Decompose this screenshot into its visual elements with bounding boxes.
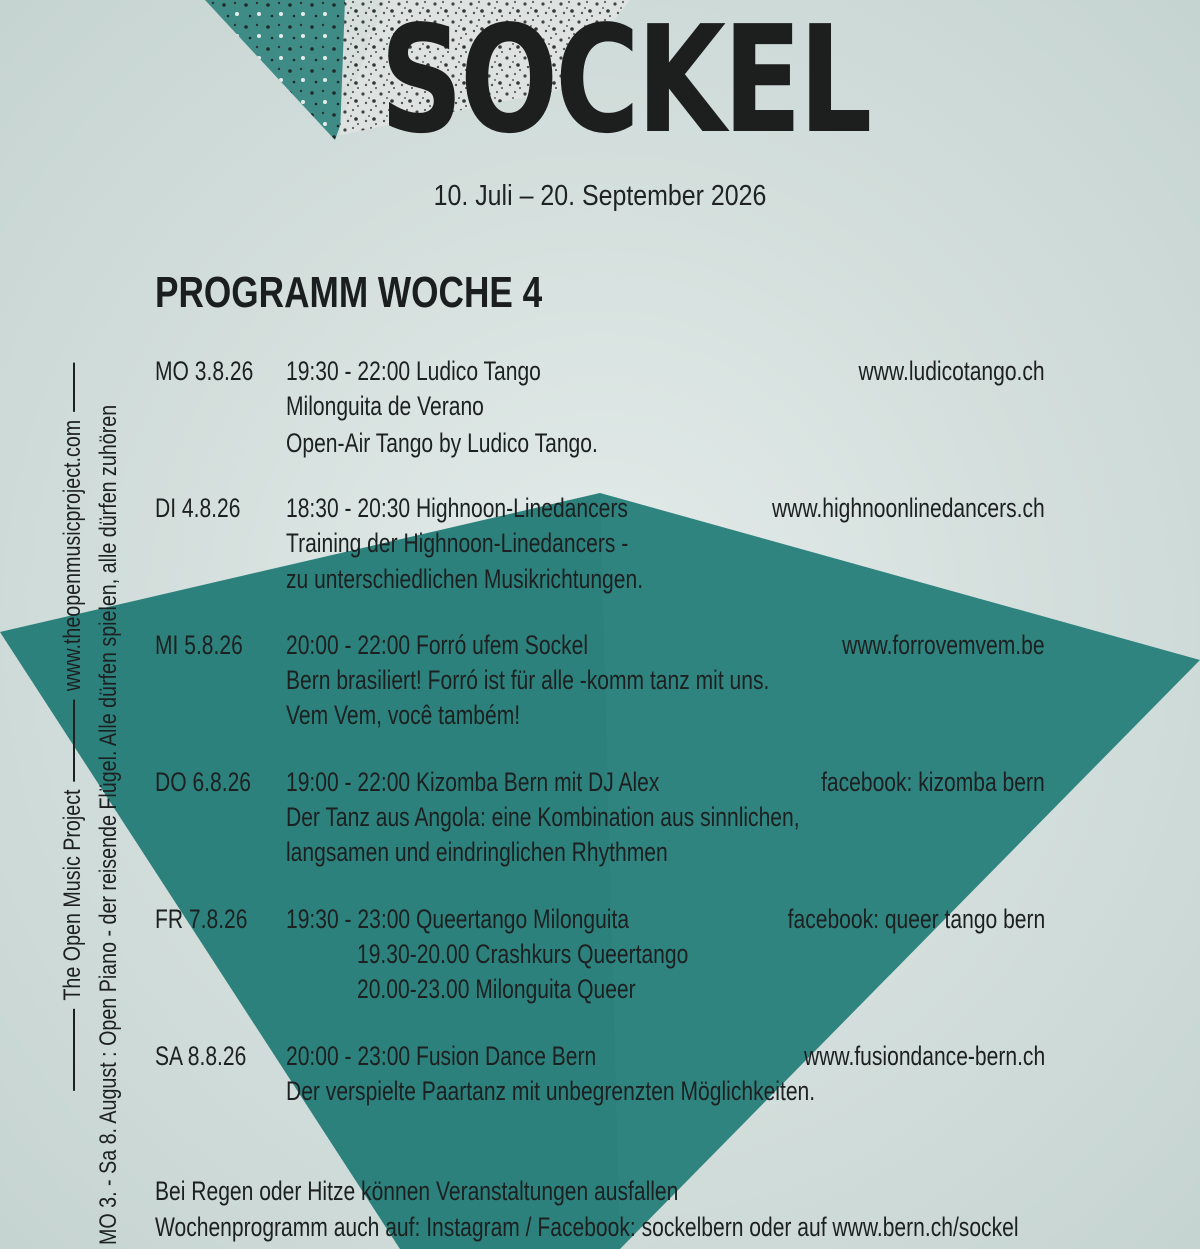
divider [73, 362, 75, 411]
event-description: Open-Air Tango by Ludico Tango. [286, 428, 598, 458]
event-subline: 20.00-23.00 Milonguita Queer [357, 974, 636, 1004]
event-description: Der verspielte Paartanz mit unbegrenzten Möglichkeiten. [286, 1076, 816, 1106]
poster-title: SOCKEL [380, 0, 870, 166]
event-link: www.ludicotango.ch [858, 356, 1045, 386]
event-time-title: 20:00 - 23:00 Fusion Dance Bern [286, 1041, 597, 1071]
event-time-title: 19:00 - 22:00 Kizomba Bern mit DJ Alex [286, 767, 660, 797]
event-link: facebook: queer tango bern [787, 904, 1045, 934]
project-site: www.theopenmusicproject.com [59, 419, 86, 692]
divider [73, 1009, 75, 1091]
sidebar-line-project [58, 354, 88, 1099]
event-dates: 10. Juli – 20. September 2026 [433, 180, 767, 212]
footer-note: Bei Regen oder Hitze können Veranstaltungen ausfallen [155, 1176, 679, 1206]
event-description: Milonguita de Verano [286, 391, 484, 421]
event-day: DI 4.8.26 [155, 493, 241, 523]
program-heading: PROGRAMM WOCHE 4 [155, 268, 543, 317]
event-time-title: 19:30 - 23:00 Queertango Milonguita [286, 904, 630, 934]
event-link: www.highnoonlinedancers.ch [772, 493, 1045, 523]
event-link: www.fusiondance-bern.ch [803, 1041, 1045, 1071]
event-day: MI 5.8.26 [155, 630, 243, 660]
event-description: Der Tanz aus Angola: eine Kombination aus sinnlichen, [286, 802, 800, 832]
sidebar-line-info: MO 3. - Sa 8. August : Open Piano - der reisende Flügel. Alle dürfen spielen, alle dürfen zuhören [95, 404, 122, 1245]
event-time-title: 18:30 - 20:30 Highnoon-Linedancers [286, 493, 628, 523]
event-description: Vem Vem, você também! [286, 700, 521, 730]
event-description: zu unterschiedlichen Musikrichtungen. [286, 564, 644, 594]
event-time-title: 19:30 - 22:00 Ludico Tango [286, 356, 541, 386]
divider [73, 699, 75, 781]
event-subline: 19.30-20.00 Crashkurs Queertango [357, 939, 689, 969]
project-name: The Open Music Project [59, 789, 86, 1001]
event-description: Training der Highnoon-Linedancers - [286, 528, 629, 558]
event-link: www.forrovemvem.be [842, 630, 1045, 660]
event-day: SA 8.8.26 [155, 1041, 247, 1071]
event-link: facebook: kizomba bern [821, 767, 1045, 797]
event-description: langsamen und eindringlichen Rhythmen [286, 837, 668, 867]
event-time-title: 20:00 - 22:00 Forró ufem Sockel [286, 630, 589, 660]
event-day: DO 6.8.26 [155, 767, 252, 797]
event-day: FR 7.8.26 [155, 904, 248, 934]
event-description: Bern brasiliert! Forró ist für alle -komm tanz mit uns. [286, 665, 770, 695]
footer-social: Wochenprogramm auch auf: Instagram / Facebook: sockelbern oder auf www.bern.ch/sockel [155, 1212, 1019, 1242]
event-day: MO 3.8.26 [155, 356, 254, 386]
